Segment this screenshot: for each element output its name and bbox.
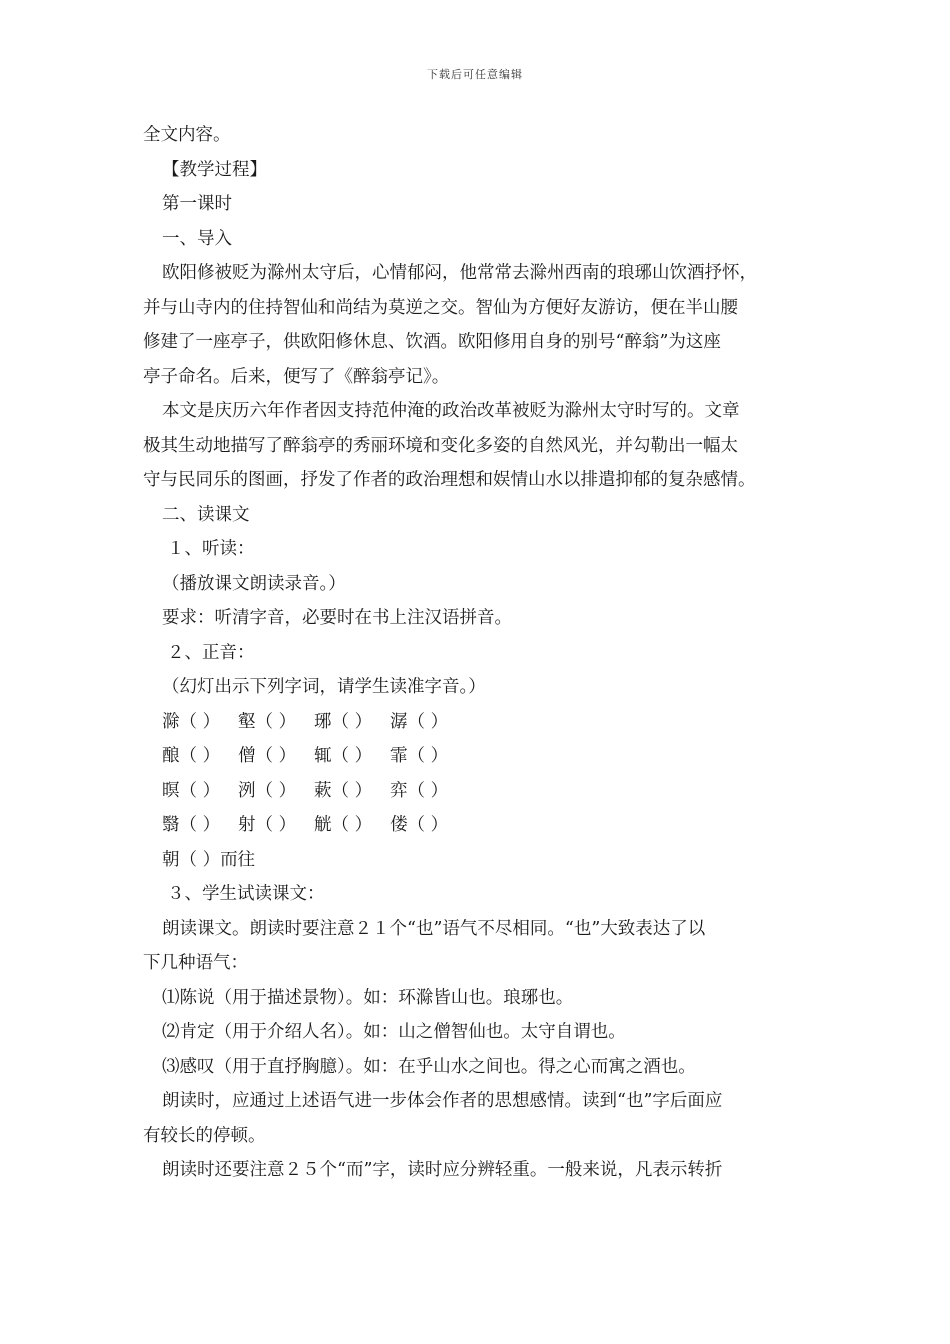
pronunciation-row [143,843,813,878]
text-line: １、听读： [167,539,255,559]
document-body [143,118,813,1188]
text-line: 全文内容。 [143,125,231,145]
paragraph-line: 守与民同乐的图画，抒发了作者的政治理想和娱情山水以排遣抑郁的复杂感情。 [143,470,756,490]
section-heading: 二、读课文 [162,504,250,525]
pronunciation-item: 辄（ ） [314,746,373,766]
text-line: （播放课文朗读录音。） [162,573,346,594]
paragraph-line: 并与山寺内的住持智仙和尚结为莫逆之交。智仙为方便好友游访，便在半山腰 [143,297,738,318]
text-line: ２、正音： [167,642,255,663]
section-heading: 【教学过程】 [162,159,267,180]
pronunciation-item: 蔌（ ） [314,780,373,801]
pronunciation-item: 弈（ ） [390,780,449,801]
pronunciation-item: 酿（ ） [162,746,221,766]
text-line: 第一课时 [162,194,232,214]
paragraph-line: 修建了一座亭子，供欧阳修休息、饮酒。欧阳修用自身的别号“醉翁”为这座 [143,332,721,352]
paragraph-line: 朗读时，应通过上述语气进一步体会作者的思想感情。读到“也”字后面应 [162,1091,723,1111]
text-line: ３、学生试读课文： [167,884,325,904]
pronunciation-row [143,705,813,740]
pronunciation-item: 偻（ ） [390,815,449,835]
pronunciation-item: 壑（ ） [238,711,297,732]
paragraph-line: 本文是庆历六年作者因支持范仲淹的政治改革被贬为滁州太守时写的。文章 [162,401,740,421]
pronunciation-item: 射（ ） [238,815,297,835]
paragraph-line: 有较长的停顿。 [143,1125,266,1146]
page-header: 下载后可任意编辑 [427,68,523,81]
pronunciation-item: 滁（ ） [162,711,221,732]
pronunciation-row [143,739,813,774]
pronunciation-row [143,774,813,809]
text-line: 要求：听清字音，必要时在书上注汉语拼音。 [162,608,512,628]
pronunciation-item: 觥（ ） [314,815,373,835]
list-item: ⑶感叹（用于直抒胸臆）。如：在乎山水之间也。得之心而寓之酒也。 [162,1056,696,1077]
pronunciation-item: 翳（ ） [162,815,221,835]
paragraph-line: 亭子命名。后来，便写了《醉翁亭记》。 [143,366,450,387]
pronunciation-item: 霏（ ） [390,746,449,766]
list-item: ⑴陈说（用于描述景物）。如：环滁皆山也。琅琊也。 [162,987,574,1008]
list-item: ⑵肯定（用于介绍人名）。如：山之僧智仙也。太守自谓也。 [162,1022,626,1042]
pronunciation-item: 暝（ ） [162,780,221,801]
paragraph-line: 下几种语气： [143,953,248,973]
pronunciation-item: 潺（ ） [390,711,449,732]
pronunciation-item: 琊（ ） [314,711,373,732]
paragraph-line: 极其生动地描写了醉翁亭的秀丽环境和变化多姿的自然风光，并勾勒出一幅太 [143,435,738,456]
pronunciation-item: 洌（ ） [238,780,297,801]
paragraph-line: 朗读时还要注意２５个“而”字，读时应分辨轻重。一般来说，凡表示转折 [162,1160,723,1180]
paragraph-line: 欧阳修被贬为滁州太守后，心情郁闷，他常常去滁州西南的琅琊山饮酒抒怀， [162,263,757,283]
paragraph-line: 朗读课文。朗读时要注意２１个“也”语气不尽相同。“也”大致表达了以 [162,918,706,939]
text-line: （幻灯出示下列字词，请学生读准字音。） [162,677,486,697]
pronunciation-item: 僧（ ） [238,746,297,766]
pronunciation-row [143,808,813,843]
section-heading: 一、导入 [162,228,232,249]
pronunciation-item: 朝（ ）而往 [162,849,256,870]
